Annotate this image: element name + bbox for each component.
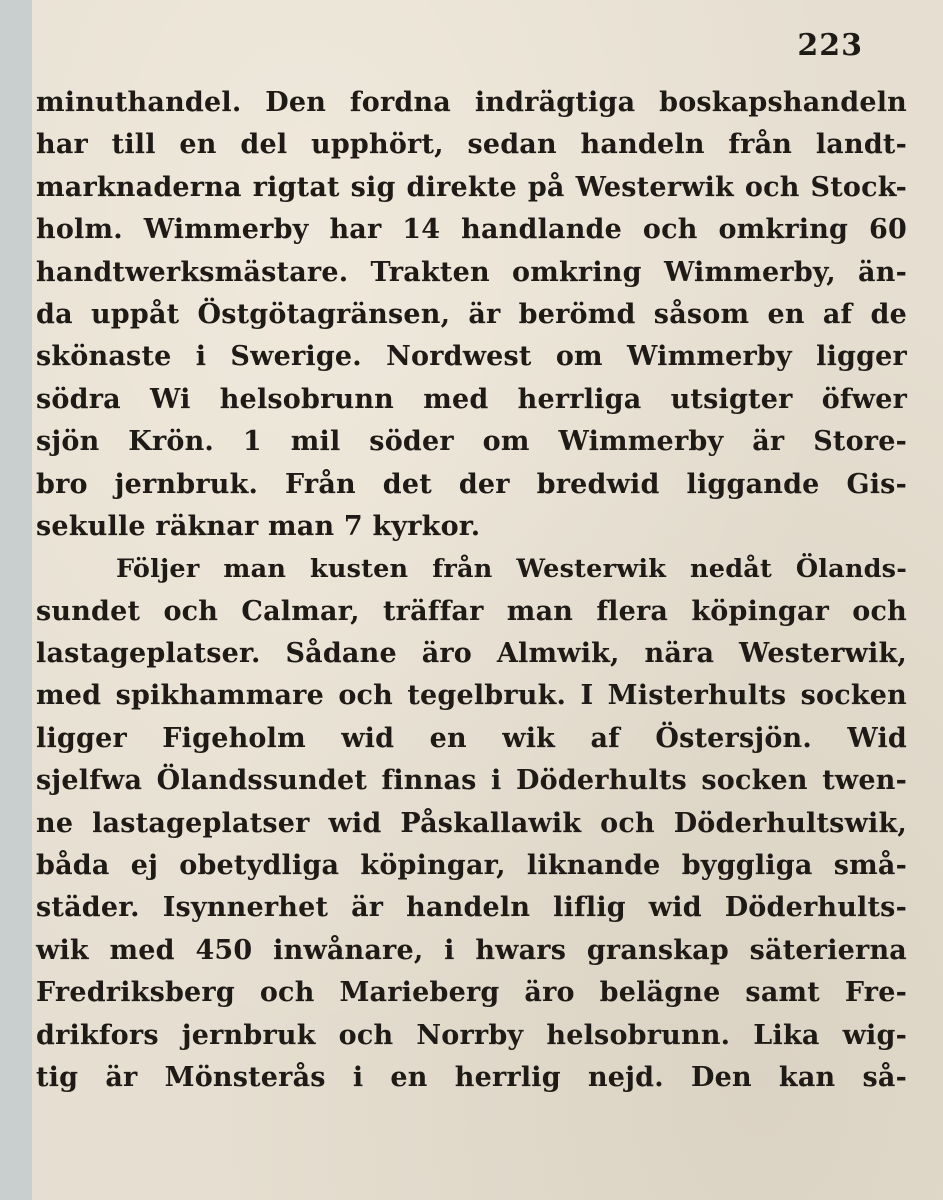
text-line: sjelfwa Ölandssundet finnas i Döderhults socken twen- — [36, 765, 907, 797]
text-line: sjön Krön. 1 mil söder om Wimmerby är Store- — [36, 426, 907, 458]
text-line: holm. Wimmerby har 14 handlande och omkring 60 — [36, 214, 907, 246]
text-line: Fredriksberg och Marieberg äro belägne samt Fre- — [36, 977, 907, 1009]
text-line: ligger Figeholm wid en wik af Östersjön. Wid — [36, 722, 907, 754]
text-line: sundet och Calmar, träffar man flera köpingar och — [36, 595, 907, 627]
text-line: handtwerksmästare. Trakten omkring Wimmerby, än- — [36, 256, 907, 288]
text-line: södra Wi helsobrunn med herrliga utsigter öfwer — [36, 383, 907, 415]
text-line: båda ej obetydliga köpingar, liknande byggliga små- — [36, 850, 907, 882]
paragraph-2 — [36, 548, 907, 1099]
text-line: har till en del upphört, sedan handeln från landt- — [36, 129, 907, 161]
text-line: da uppåt Östgötagränsen, är berömd såsom en af de — [36, 298, 907, 330]
text-line: tig är Mönsterås i en herrlig nejd. Den kan så- — [36, 1061, 907, 1093]
text-line: drikfors jernbruk och Norrby helsobrunn. Lika wig- — [36, 1019, 907, 1051]
text-line: städer. Isynnerhet är handeln liflig wid Döderhults- — [36, 892, 907, 924]
text-line: Följer man kusten från Westerwik nedåt Ölands- — [116, 554, 907, 585]
text-line: wik med 450 inwånare, i hwars granskap säterierna — [36, 934, 907, 966]
text-line: skönaste i Swerige. Nordwest om Wimmerby ligger — [36, 341, 907, 373]
page-number: 223 — [797, 28, 863, 63]
paragraph-1 — [36, 82, 907, 548]
text-line: lastageplatser. Sådane äro Almwik, nära Westerwik, — [36, 638, 907, 670]
body-text — [36, 82, 907, 1099]
book-page — [32, 0, 943, 1200]
text-line: med spikhammare och tegelbruk. I Misterhults socken — [36, 680, 907, 712]
text-line: ne lastageplatser wid Påskallawik och Döderhultswik, — [36, 807, 907, 839]
scan-left-margin — [0, 0, 32, 1200]
text-line: bro jernbruk. Från det der bredwid liggande Gis- — [36, 468, 907, 500]
text-line: sekulle räknar man 7 kyrkor. — [36, 510, 481, 542]
text-line: minuthandel. Den fordna indrägtiga boskapshandeln — [36, 87, 907, 118]
text-line: marknaderna rigtat sig direkte på Westerwik och Stock- — [36, 171, 907, 203]
